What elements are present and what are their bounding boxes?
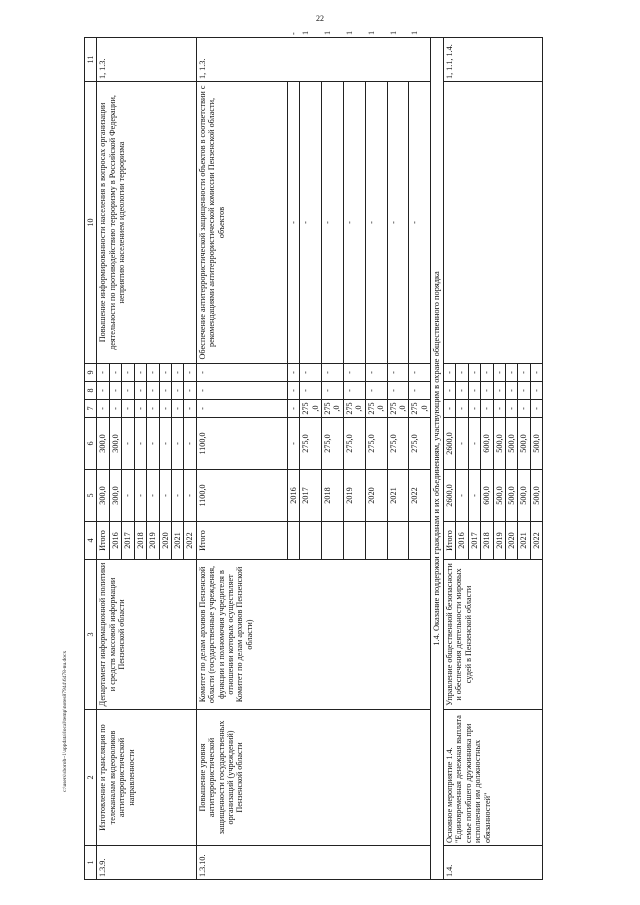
indicator: Обеспечение антитеррористической защищенности объектов в соответствии с рекомендациями антитеррористической комиссии Пензенской области, объектов <box>196 82 287 364</box>
table-row: 2019 275,0 275,0 - - - 1 <box>343 38 365 880</box>
value-cell: - <box>122 400 134 418</box>
value-cell: 500,0 <box>506 418 518 470</box>
value-cell: 600,0 <box>481 418 493 470</box>
value-cell: - <box>409 382 431 400</box>
value-cell: - <box>322 364 344 382</box>
table-row: 2021 275,0 275,0 - - - 1 <box>387 38 409 880</box>
section-header-row <box>431 38 444 880</box>
indicator-link: 1, 1.3. <box>97 38 196 82</box>
year-cell: 2020 <box>506 522 518 560</box>
empty-cell <box>343 522 365 560</box>
value-cell: - <box>287 400 299 418</box>
value-cell: 275,0 <box>343 418 365 470</box>
year-cell: 2017 <box>300 470 322 522</box>
value-cell: - <box>184 418 196 470</box>
value-cell: - <box>468 364 480 382</box>
indicator: Повышение информированности населения в вопросах организации деятельности по противодействию терроризму в Российской Федерации, неприятию населением идеологии терроризма <box>97 82 196 364</box>
value-cell: - <box>196 364 287 382</box>
value-cell: - <box>159 418 171 470</box>
value-cell: - <box>134 364 146 382</box>
value-cell: - <box>134 470 146 522</box>
year-cell: 2017 <box>122 522 134 560</box>
indicator-link: 1, 1.1, 1.4. <box>443 38 542 82</box>
value-cell: - <box>287 382 299 400</box>
value-cell: 300,0 <box>97 418 109 470</box>
value-cell: 275,0 <box>409 400 431 418</box>
value-cell: - <box>493 364 505 382</box>
empty-cell <box>322 522 344 560</box>
value-cell: 275,0 <box>322 400 344 418</box>
value-cell: - <box>109 382 121 400</box>
value-cell: 275,0 <box>409 418 431 470</box>
year-cell: Итого <box>196 522 287 560</box>
table-row <box>443 38 455 880</box>
value-cell: - <box>122 364 134 382</box>
value-cell: - <box>456 400 468 418</box>
year-cell: 2020 <box>365 470 387 522</box>
value-cell: - <box>481 382 493 400</box>
value-cell: - <box>468 418 480 470</box>
value-cell: 300,0 <box>109 418 121 470</box>
table-row <box>196 38 287 880</box>
executor: Управление общественной безопасности и обеспечения деятельности мировых судей в Пензенской области <box>443 560 542 710</box>
value-cell: 500,0 <box>493 418 505 470</box>
year-cell: 2016 <box>109 522 121 560</box>
column-number-header: 9 <box>85 364 97 382</box>
year-cell: Итого <box>97 522 109 560</box>
value-cell: - <box>300 382 322 400</box>
value-cell: - <box>518 382 530 400</box>
value-cell: - <box>409 364 431 382</box>
value-cell: - <box>456 418 468 470</box>
empty-cell <box>409 522 431 560</box>
value-cell: - <box>468 470 480 522</box>
value-cell: - <box>443 400 455 418</box>
value-cell: - <box>506 382 518 400</box>
year-cell: 2022 <box>530 522 542 560</box>
value-cell: 275,0 <box>387 418 409 470</box>
value-cell: 500,0 <box>530 470 542 522</box>
value-cell: - <box>134 400 146 418</box>
year-cell: 2019 <box>343 470 365 522</box>
year-cell: 2016 <box>456 522 468 560</box>
value-cell: - <box>387 382 409 400</box>
program-table <box>84 30 543 880</box>
value-cell: - <box>322 82 344 364</box>
value-cell: - <box>171 382 183 400</box>
value-cell: - <box>300 82 322 364</box>
year-cell: 2018 <box>481 522 493 560</box>
value-cell: - <box>184 382 196 400</box>
year-cell: 2019 <box>147 522 159 560</box>
year-cell: Итого <box>443 522 455 560</box>
value-cell: - <box>530 400 542 418</box>
value-cell: - <box>184 400 196 418</box>
value-cell: - <box>184 364 196 382</box>
executor: Комитет по делам архивов Пензенской области (государственные учреждения, функции и полномочия учредителя в отношении которых осуществляет Комитет по делам архивов Пензенской области) <box>196 560 430 710</box>
empty-cell <box>365 522 387 560</box>
column-number-header: 2 <box>85 710 97 846</box>
value-cell: - <box>147 382 159 400</box>
value-cell: 2600,0 <box>443 470 455 522</box>
section-title: 1.4. Оказание поддержки гражданам и их объединениям, участвующим в охране общественного порядка <box>431 38 444 880</box>
year-cell: 2018 <box>322 470 344 522</box>
value-cell: 1100,0 <box>196 418 287 470</box>
value-cell: - <box>147 364 159 382</box>
table-row: 2018 275,0 275,0 - - - 1 <box>322 38 344 880</box>
value-cell: - <box>456 364 468 382</box>
value-cell: - <box>343 382 365 400</box>
value-cell: - <box>322 382 344 400</box>
empty-indicator <box>443 82 542 364</box>
value-cell: - <box>97 364 109 382</box>
table-row <box>97 38 109 880</box>
value-cell: - <box>365 382 387 400</box>
value-cell: - <box>456 470 468 522</box>
year-cell: 2021 <box>171 522 183 560</box>
value-cell: - <box>287 418 299 470</box>
value-cell: - <box>506 400 518 418</box>
table-row: 2016 - - - - - - <box>287 38 299 880</box>
value-cell: - <box>109 364 121 382</box>
event-name: Изготовление и трансляция по телеканалам видеороликов антитеррористической направленности <box>97 710 196 846</box>
value-cell: - <box>196 400 287 418</box>
empty-cell <box>387 522 409 560</box>
value-cell: - <box>171 400 183 418</box>
value-cell: - <box>506 364 518 382</box>
value-cell: 275,0 <box>365 418 387 470</box>
value-cell: - <box>171 470 183 522</box>
table-row: 2017 275,0 275,0 - - - 1 <box>300 38 322 880</box>
column-number-header: 5 <box>85 470 97 522</box>
value-cell: - <box>456 382 468 400</box>
item-number: 1.3.9. <box>97 846 196 880</box>
value-cell: - <box>159 400 171 418</box>
column-number-header: 8 <box>85 382 97 400</box>
value-cell: - <box>481 400 493 418</box>
value-cell: 500,0 <box>506 470 518 522</box>
value-cell: - <box>196 382 287 400</box>
value-cell: - <box>97 400 109 418</box>
value-cell: - <box>518 400 530 418</box>
event-name: Основное мероприятие 1.4. "Единовременная денежная выплата семье погибшего дружинника при исполнении им должностных обязанностей" <box>443 710 542 846</box>
page-number: 22 <box>316 14 324 23</box>
value-cell: - <box>518 364 530 382</box>
value-cell: - <box>122 418 134 470</box>
value-cell: - <box>97 382 109 400</box>
value-cell: - <box>159 382 171 400</box>
value-cell: - <box>530 364 542 382</box>
value-cell: - <box>134 382 146 400</box>
value-cell: 500,0 <box>518 418 530 470</box>
value-cell: 300,0 <box>97 470 109 522</box>
value-cell: - <box>122 470 134 522</box>
value-cell: - <box>171 418 183 470</box>
value-cell: - <box>493 400 505 418</box>
value-cell: - <box>443 364 455 382</box>
value-cell: 275,0 <box>300 418 322 470</box>
value-cell: - <box>530 382 542 400</box>
value-cell: - <box>134 418 146 470</box>
year-cell: 2022 <box>409 470 431 522</box>
value-cell: - <box>409 82 431 364</box>
value-cell: - <box>493 382 505 400</box>
table-row: 2022 275,0 275,0 - - - 1 <box>409 38 431 880</box>
column-number-header: 10 <box>85 82 97 364</box>
value-cell: 1100,0 <box>196 470 287 522</box>
rotated-table-container <box>84 30 580 880</box>
year-cell: 2021 <box>387 470 409 522</box>
value-cell: - <box>159 364 171 382</box>
value-cell: 300,0 <box>109 470 121 522</box>
value-cell: - <box>122 382 134 400</box>
year-cell: 2019 <box>493 522 505 560</box>
header-row <box>85 38 97 880</box>
column-number-header: 6 <box>85 418 97 470</box>
value-cell: - <box>147 418 159 470</box>
value-cell: - <box>184 470 196 522</box>
value-cell: 275,0 <box>387 400 409 418</box>
value-cell: 2600,0 <box>443 418 455 470</box>
value-cell: 600,0 <box>481 470 493 522</box>
item-number: 1.3.10. <box>196 846 430 880</box>
file-path-footer: c:\users\sboroh~1\appdata\local\temp\notes87944\6478-nu.docx <box>62 650 68 792</box>
value-cell: - <box>109 400 121 418</box>
value-cell: - <box>387 364 409 382</box>
value-cell: 275,0 <box>365 400 387 418</box>
column-number-header: 3 <box>85 560 97 710</box>
value-cell: 500,0 <box>518 470 530 522</box>
value-cell: - <box>287 364 299 382</box>
year-cell: 2022 <box>184 522 196 560</box>
item-number: 1.4. <box>443 846 542 880</box>
year-cell: 2021 <box>518 522 530 560</box>
column-number-header: 11 <box>85 38 97 82</box>
value-cell: - <box>365 82 387 364</box>
year-cell: 2016 <box>287 470 299 522</box>
value-cell: - <box>365 364 387 382</box>
value-cell: 500,0 <box>493 470 505 522</box>
value-cell: - <box>343 364 365 382</box>
year-cell: 2017 <box>468 522 480 560</box>
value-cell: - <box>468 400 480 418</box>
event-name: Повышение уровня антитеррористической защищенности государственных организаций (учреждений) Пензенской области <box>196 710 430 846</box>
empty-cell <box>287 522 299 560</box>
table-row: 2020 275,0 275,0 - - - 1 <box>365 38 387 880</box>
indicator-link: 1, 1.3. <box>196 38 430 82</box>
empty-cell <box>300 522 322 560</box>
column-number-header: 1 <box>85 846 97 880</box>
value-cell: - <box>159 470 171 522</box>
value-cell: - <box>343 82 365 364</box>
value-cell: - <box>287 82 299 364</box>
value-cell: - <box>443 382 455 400</box>
value-cell: - <box>387 82 409 364</box>
executor: Департамент информационной политики и средств массовой информации Пензенской области <box>97 560 196 710</box>
value-cell: 275,0 <box>300 400 322 418</box>
year-cell: 2018 <box>134 522 146 560</box>
value-cell: - <box>171 364 183 382</box>
value-cell: 500,0 <box>530 418 542 470</box>
value-cell: - <box>468 382 480 400</box>
column-number-header: 7 <box>85 400 97 418</box>
value-cell: 275,0 <box>343 400 365 418</box>
value-cell: - <box>147 400 159 418</box>
column-number-header: 4 <box>85 522 97 560</box>
year-cell: 2020 <box>159 522 171 560</box>
value-cell: - <box>147 470 159 522</box>
value-cell: - <box>481 364 493 382</box>
value-cell: - <box>300 364 322 382</box>
value-cell: 275,0 <box>322 418 344 470</box>
